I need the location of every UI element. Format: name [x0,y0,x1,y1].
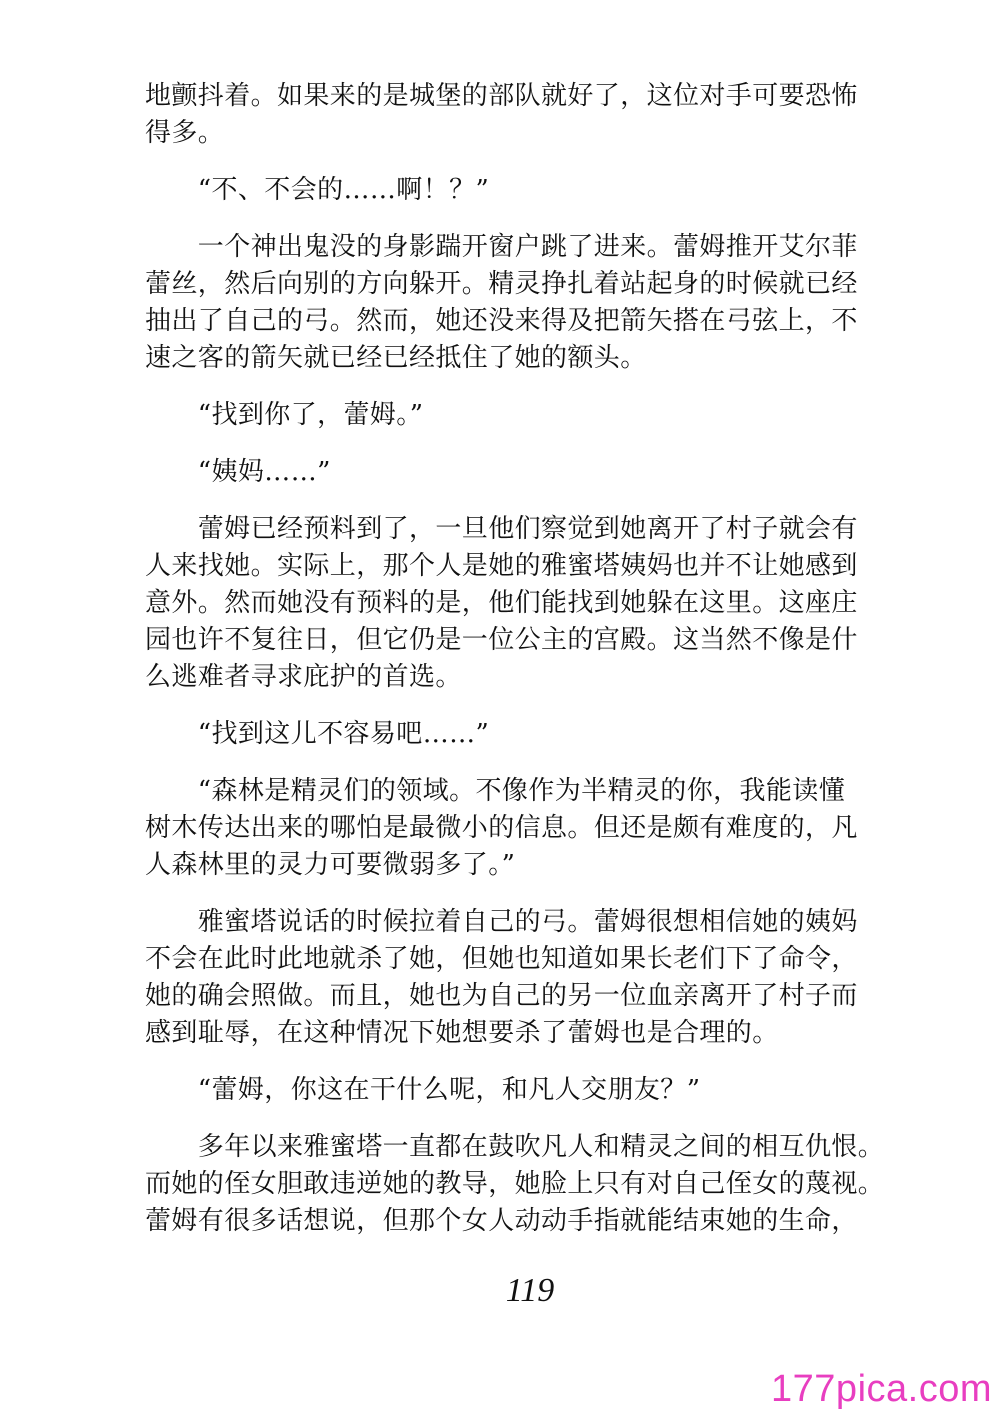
text-line: “找到你了，蕾姆。” [145,400,424,430]
paragraph [145,1072,915,1109]
paragraph [145,454,915,491]
text-line: 抽出了自己的弓。然而，她还没来得及把箭矢搭在弓弦上，不 [145,306,858,336]
text-line: 她的确会照做。而且，她也为自己的另一位血亲离开了村子而 [145,981,858,1011]
text-line: 人森林里的灵力可要微弱多了。” [145,850,516,880]
text-line: 雅蜜塔说话的时候拉着自己的弓。蕾姆很想相信她的姨妈 [145,907,858,937]
page-number: 119 [505,1272,555,1309]
text-line: 么逃难者寻求庇护的首选。 [145,662,462,692]
text-line: 不会在此时此地就杀了她，但她也知道如果长老们下了命令， [145,944,858,974]
paragraph [145,1129,915,1240]
text-line: “不、不会的……啊！？” [145,175,490,205]
text-line: 蕾丝，然后向别的方向躲开。精灵挣扎着站起身的时候就已经 [145,269,858,299]
text-line: 园也许不复往日，但它仍是一位公主的宫殿。这当然不像是什 [145,625,858,655]
text-line: 感到耻辱，在这种情况下她想要杀了蕾姆也是合理的。 [145,1018,779,1048]
text-line: 速之客的箭矢就已经已经抵住了她的额头。 [145,343,647,373]
text-line: 而她的侄女胆敢违逆她的教导，她脸上只有对自己侄女的蔑视。 [145,1169,885,1199]
paragraph [145,172,915,209]
watermark: 177pica.com [771,1368,992,1410]
text-line: “找到这儿不容易吧……” [145,719,490,749]
paragraph [145,229,915,377]
text-line: 得多。 [145,118,225,148]
paragraph [145,397,915,434]
paragraph [145,511,915,696]
text-line: 意外。然而她没有预料的是，他们能找到她躲在这里。这座庄 [145,588,858,618]
text-line: 人来找她。实际上，那个人是她的雅蜜塔姨妈也并不让她感到 [145,551,858,581]
text-line: 多年以来雅蜜塔一直都在鼓吹凡人和精灵之间的相互仇恨。 [145,1132,885,1162]
text-line: “姨妈……” [145,457,331,487]
text-line: 蕾姆有很多话想说，但那个女人动动手指就能结束她的生命， [145,1206,858,1236]
text-line: “森林是精灵们的领域。不像作为半精灵的你，我能读懂 [145,776,846,806]
text-line: 一个神出鬼没的身影踹开窗户跳了进来。蕾姆推开艾尔菲 [145,232,858,262]
paragraph [145,78,915,152]
text-line: 树木传达出来的哪怕是最微小的信息。但还是颇有难度的，凡 [145,813,858,843]
paragraph [145,904,915,1052]
text-line: “蕾姆，你这在干什么呢，和凡人交朋友？” [145,1075,701,1105]
paragraph [145,773,915,884]
text-line: 蕾姆已经预料到了，一旦他们察觉到她离开了村子就会有 [145,514,858,544]
page-text [145,78,915,1240]
text-line: 地颤抖着。如果来的是城堡的部队就好了，这位对手可要恐怖 [145,81,858,111]
paragraph [145,716,915,753]
